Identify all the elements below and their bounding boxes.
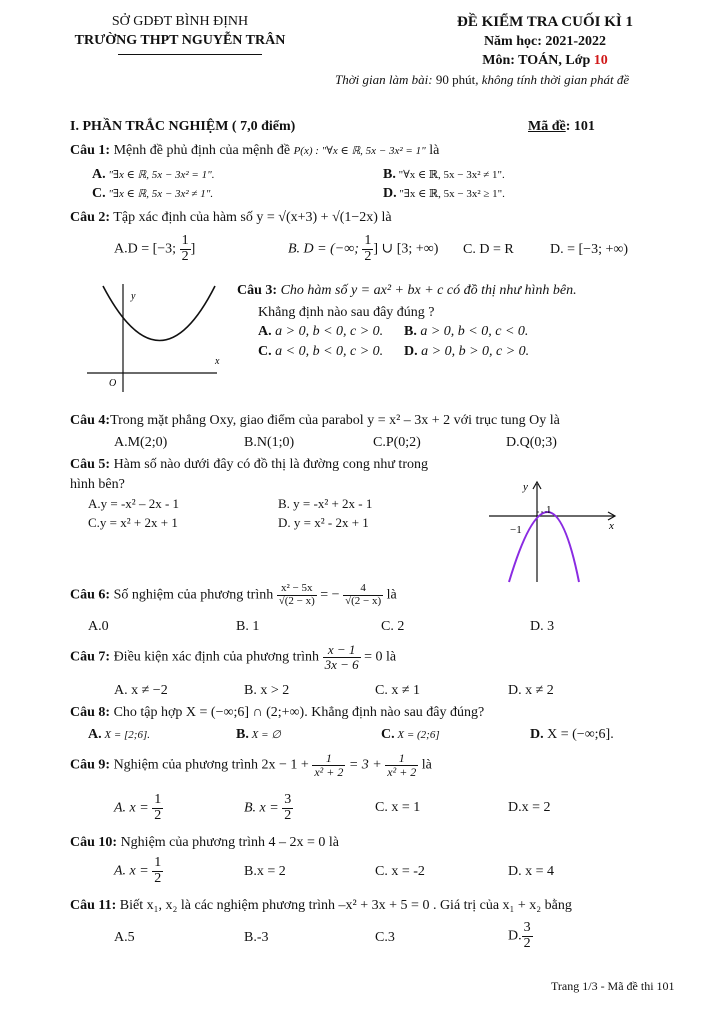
q3-option-a: A. a > 0, b < 0, c > 0. xyxy=(258,324,384,339)
question-10: Câu 10: Nghiệm của phương trình 4 – 2x = 0 là xyxy=(70,835,340,850)
section-title: I. PHẦN TRẮC NGHIỆM ( 7,0 điểm) xyxy=(70,119,296,134)
q7-option-c: C. x ≠ 1 xyxy=(375,683,421,698)
q5-label-neg-one: −1 xyxy=(510,524,522,536)
question-4: Câu 4:Trong mặt phẳng Oxy, giao điểm của parabol y = x² – 3x + 2 với trục tung Oy là xyxy=(70,413,560,428)
q2-option-c: C. D = R xyxy=(463,242,514,257)
q5-option-c: C.y = x² + 2x + 1 xyxy=(88,515,178,530)
q5-parabola-graph xyxy=(487,478,622,586)
q3-option-d: D. a > 0, b > 0, c > 0. xyxy=(404,344,530,359)
q11-option-c: C.3 xyxy=(375,930,395,945)
q7-option-b: B. x > 2 xyxy=(244,683,290,698)
q8-option-c: C. X = (2;6] xyxy=(381,727,440,742)
q3-parabola-graph xyxy=(85,280,220,398)
q5-parabola-curve xyxy=(509,512,579,582)
q1-option-c: C. "∃x ∈ ℝ, 5x − 3x² ≠ 1". xyxy=(92,186,214,201)
q9-option-b: B. x = $\frac{3}{2}$ xyxy=(244,792,292,823)
header-underline xyxy=(118,54,262,55)
page-footer: Trang 1/3 - Mã đề thi 101 xyxy=(551,979,675,993)
question-5: Câu 5: Hàm số nào dưới đây có đồ thị là đường cong như trong xyxy=(70,457,428,472)
q5-question-text-2: hình bên? xyxy=(70,477,125,492)
q5-label-one: 1 xyxy=(546,504,552,516)
q6-option-b: B. 1 xyxy=(236,619,260,634)
q3-x-label: x xyxy=(215,356,220,367)
school-year: Năm học: 2021-2022 xyxy=(483,34,607,49)
q5-y-label: y xyxy=(523,481,528,493)
subject-line: Môn: TOÁN, Lớp 10 xyxy=(482,53,608,68)
q5-x-label: x xyxy=(609,520,614,532)
grade-number: 10 xyxy=(593,53,608,68)
q3-option-c: C. a < 0, b < 0, c > 0. xyxy=(258,344,384,359)
exam-title: ĐỀ KIỂM TRA CUỐI KÌ 1 xyxy=(456,14,633,30)
q10-option-d: D. x = 4 xyxy=(508,864,555,879)
q8-option-b: B. X = ∅ xyxy=(236,727,281,742)
question-3: Câu 3: Cho hàm số y = ax² + bx + c có đồ thị như hình bên. xyxy=(237,283,577,298)
q7-option-a: A. x ≠ −2 xyxy=(114,683,168,698)
q10-option-b: B.x = 2 xyxy=(244,864,286,879)
q9-option-a: A. x = $\frac{1}{2}$ xyxy=(114,792,162,823)
question-7: Câu 7: Điều kiện xác định của phương trình $\frac{x - 1}{3x - 6}$ = 0 là xyxy=(70,642,397,672)
question-9: Câu 9: Nghiệm của phương trình 2x − 1 + $\frac{1}{\text{x² + 2}}$ = 3 + $\frac{1}{\text{x² + 2}}$ là xyxy=(70,751,432,779)
q3-question-text: Khẳng định nào sau đây đúng ? xyxy=(258,305,435,320)
q6-option-a: A.0 xyxy=(88,619,109,634)
q10-option-c: C. x = -2 xyxy=(375,864,425,879)
q1-option-d: D. "∃x ∈ ℝ, 5x − 3x² ≥ 1". xyxy=(383,186,505,201)
q8-option-a: A. X = [2;6]. xyxy=(88,727,150,742)
time-note: Thời gian làm bài: 90 phút, không tính thời gian phát đề xyxy=(335,72,630,87)
question-8: Câu 8: Cho tập hợp X = (−∞;6] ∩ (2;+∞). Khẳng định nào sau đây đúng? xyxy=(70,705,485,720)
q5-option-a: A.y = -x² – 2x - 1 xyxy=(88,496,180,511)
school-name: TRƯỜNG THPT NGUYỄN TRÂN xyxy=(74,33,286,48)
q3-option-b: B. a > 0, b < 0, c < 0. xyxy=(404,324,529,339)
q3-origin-label: O xyxy=(109,378,117,389)
exam-code: Mã đề: 101 xyxy=(528,119,595,134)
q2-option-a: A.D = [−3; $\frac{1}{2}$ ] xyxy=(114,233,196,264)
question-6: Câu 6: Số nghiệm của phương trình $\frac{\text{x² − 5x}}{√(2 - x)}$ = − $\frac{4}{√(2 - x)}$ là xyxy=(70,582,397,607)
question-1: Câu 1: Mệnh đề phủ định của mệnh đề P(x) : "∀x ∈ ℝ, 5x − 3x² = 1" là xyxy=(70,143,440,158)
q4-option-c: C.P(0;2) xyxy=(373,435,421,450)
q3-parabola-curve xyxy=(103,286,215,341)
q11-option-b: B.-3 xyxy=(244,930,269,945)
q11-option-d: D. $\frac{3}{2}$ xyxy=(508,920,531,951)
q9-option-c: C. x = 1 xyxy=(375,800,421,815)
question-2: Câu 2: Tập xác định của hàm số y = √(x+3) + √(1−2x) là xyxy=(70,210,392,225)
q11-option-a: A.5 xyxy=(114,930,135,945)
q8-option-d: D. X = (−∞;6]. xyxy=(530,727,614,742)
q4-option-d: D.Q(0;3) xyxy=(506,435,557,450)
q6-option-d: D. 3 xyxy=(530,619,555,634)
q2-option-b: B. D = (−∞; $\frac{1}{2}$ ] ∪ [3; +∞) xyxy=(288,233,439,264)
q1-option-a: A. "∃x ∈ ℝ, 5x − 3x² = 1". xyxy=(92,167,215,182)
department-name: SỞ GDĐT BÌNH ĐỊNH xyxy=(111,14,249,29)
q10-option-a: A. x = $\frac{1}{2}$ xyxy=(114,855,162,886)
q4-option-a: A.M(2;0) xyxy=(114,435,168,450)
q5-option-d: D. y = x² - 2x + 1 xyxy=(278,515,369,530)
q4-option-b: B.N(1;0) xyxy=(244,435,295,450)
q9-option-d: D.x = 2 xyxy=(508,800,551,815)
q2-option-d: D. = [−3; +∞) xyxy=(550,242,628,257)
q7-option-d: D. x ≠ 2 xyxy=(508,683,554,698)
q6-option-c: C. 2 xyxy=(381,619,405,634)
q5-option-b: B. y = -x² + 2x - 1 xyxy=(278,496,373,511)
q1-option-b: B. "∀x ∈ ℝ, 5x − 3x² ≠ 1". xyxy=(383,167,505,182)
question-11: Câu 11: Biết x₁, x₂ là các nghiệm phương trình –x² + 3x + 5 = 0 . Giá trị của x₁ + x₂ bằng xyxy=(70,898,572,913)
q3-y-label: y xyxy=(131,291,136,302)
